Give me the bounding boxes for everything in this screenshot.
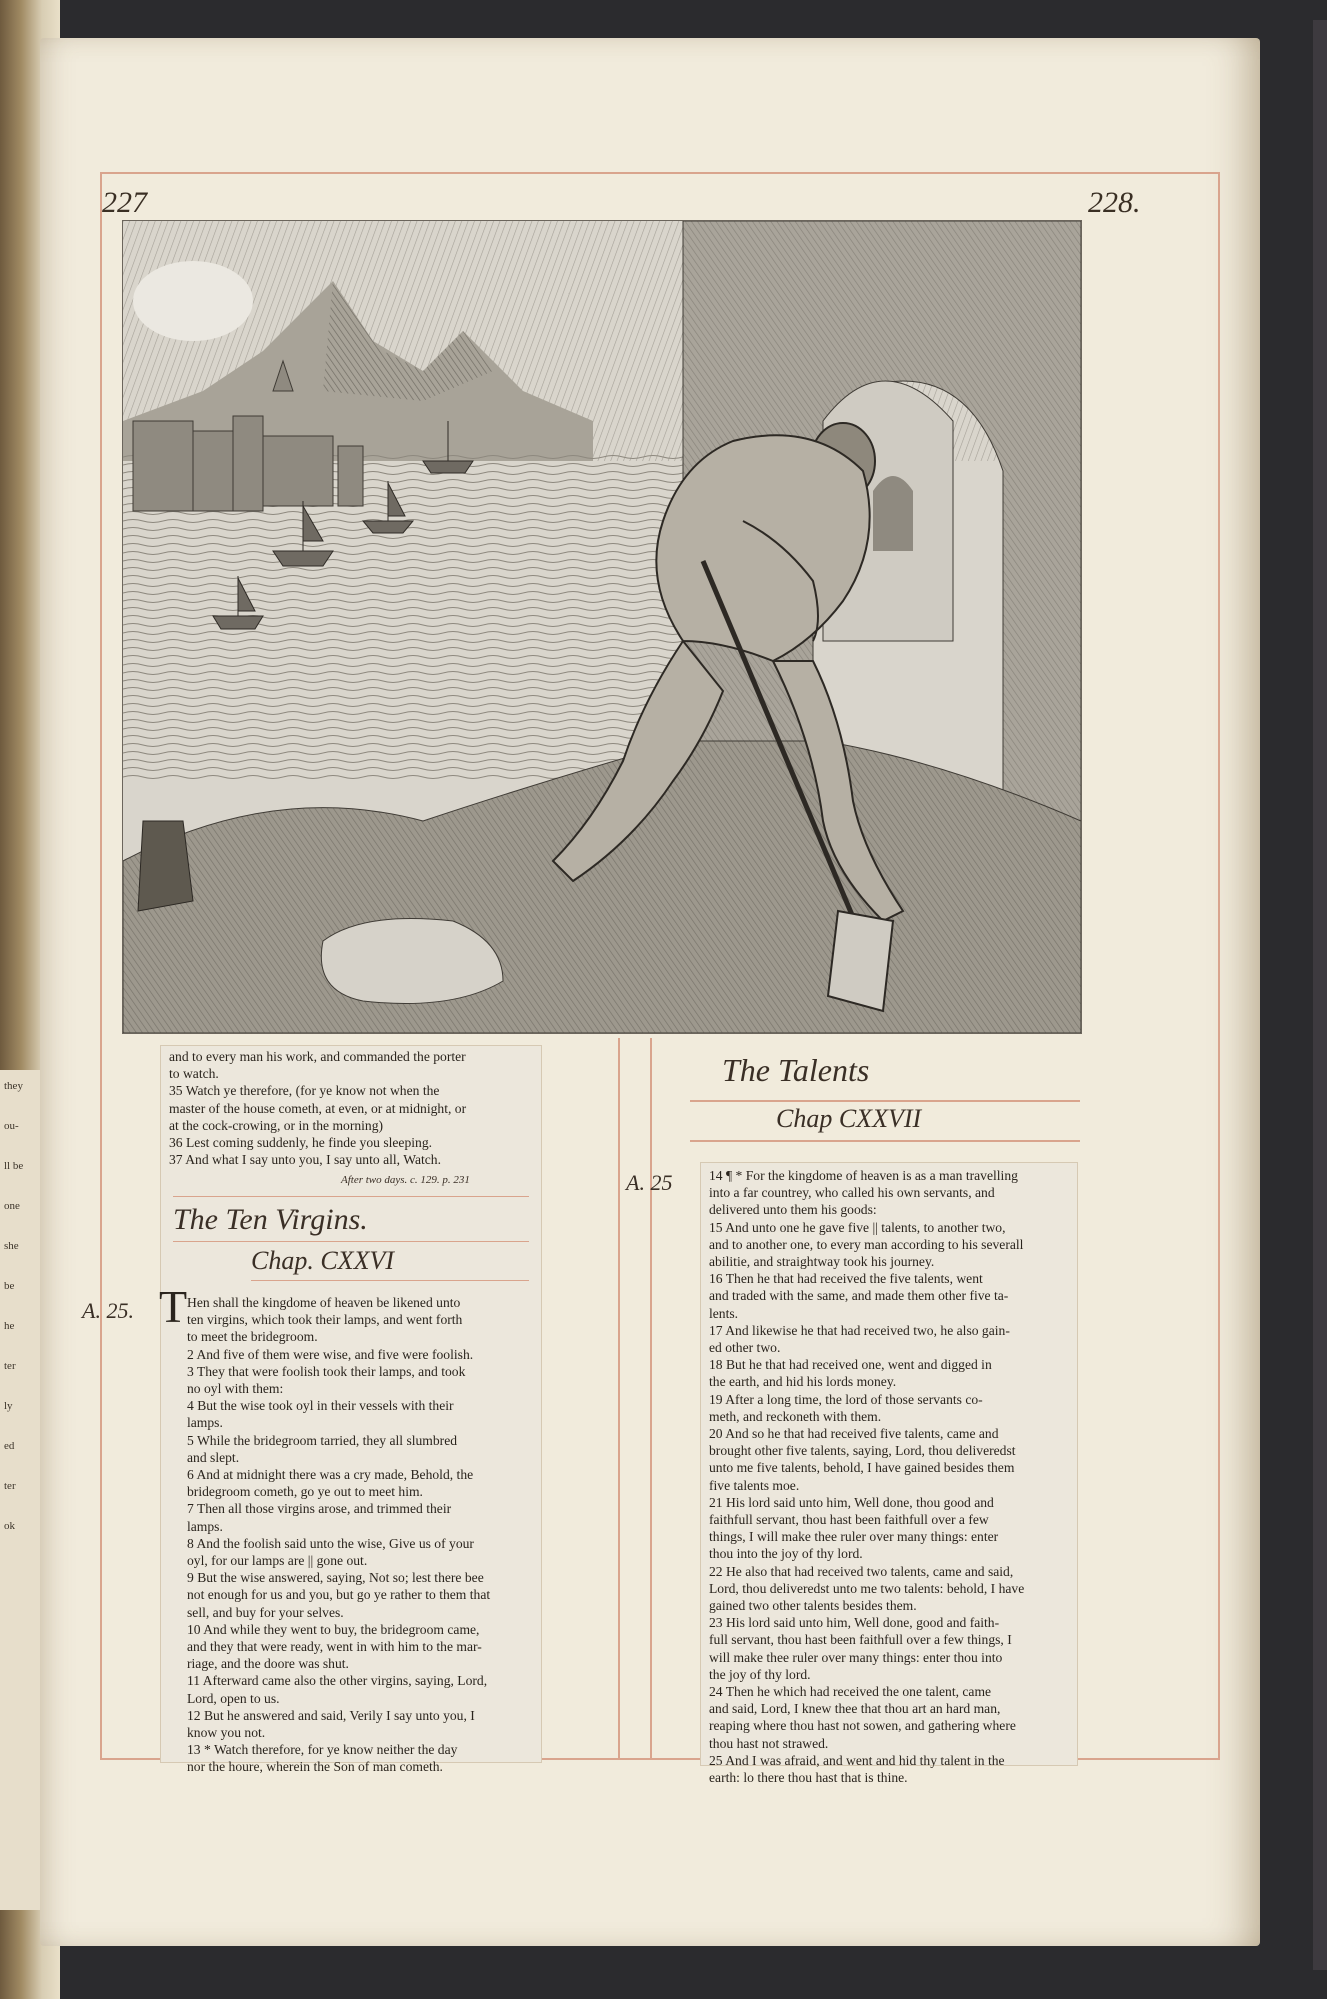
left-page-fragment: ok: [4, 1520, 15, 1532]
verse-line: 11 Afterward came also the other virgins, saying, Lord,: [187, 1673, 488, 1689]
verse-line: and traded with the same, and made them other five ta-: [709, 1288, 1009, 1304]
left-text-column: [159, 1045, 542, 1775]
verse-line: and said, Lord, I knew thee that thou art an hard man,: [709, 1701, 1001, 1717]
left-page-fragment: ed: [4, 1440, 15, 1452]
verse-line: five talents moe.: [709, 1477, 800, 1493]
verse-line: 13 * Watch therefore, for ye know neither the day: [187, 1742, 458, 1758]
margin-reference-right: A. 25: [626, 1170, 673, 1195]
text-line: 35 Watch ye therefore, (for ye know not when the: [169, 1083, 440, 1099]
page-number-right: 228.: [1088, 186, 1141, 219]
verse-line: the earth, and hid his lords money.: [709, 1374, 897, 1390]
left-page-fragment: ou-: [4, 1120, 19, 1132]
verse-line: 19 After a long time, the lord of those servants co-: [709, 1391, 983, 1407]
verse-line: 18 But he that had received one, went and digged in: [709, 1357, 992, 1373]
chapter-cxxvi: Chap. CXXVI: [251, 1246, 529, 1281]
verse-line: lents.: [709, 1305, 739, 1321]
book-cover-right: [1313, 20, 1327, 1970]
text-line: 37 And what I say unto you, I say unto all, Watch.: [169, 1152, 442, 1168]
verse-line: brought other five talents, saying, Lord, thou deliveredst: [709, 1443, 1016, 1459]
verse-line: faithfull servant, thou hast been faithfull over a few: [709, 1512, 989, 1527]
verse-line: the joy of thy lord.: [709, 1666, 811, 1682]
heading-talents: The Talents: [722, 1052, 870, 1088]
verse-line: and to another one, to every man according to his severall: [709, 1236, 1024, 1252]
page-number-left: 227: [102, 186, 147, 219]
left-page-fragment: ly: [4, 1400, 13, 1412]
verse-line: 2 And five of them were wise, and five were foolish.: [187, 1346, 474, 1362]
verse-line: will make thee ruler over many things: enter thou into: [709, 1649, 1003, 1665]
frame-rule-center-2: [650, 1038, 652, 1760]
verse-line: earth: lo there thou hast that is thine.: [709, 1770, 908, 1785]
verse-line: and slept.: [187, 1449, 240, 1465]
verse-line: 24 Then he which had received the one talent, came: [709, 1684, 992, 1699]
verse-line: 4 But the wise took oyl in their vessels with their: [187, 1398, 454, 1414]
verse-line: not enough for us and you, but go ye rather to them that: [187, 1587, 491, 1603]
frame-rule-left: [100, 172, 102, 1760]
verse-line: and they that were ready, went in with him to the mar-: [187, 1639, 482, 1654]
verse-line: meth, and reckoneth with them.: [709, 1408, 882, 1424]
verse-line: reaping where thou hast not sowen, and gathering where: [709, 1718, 1016, 1734]
verse-line: to meet the bridegroom.: [187, 1329, 318, 1345]
text-line: master of the house cometh, at even, or at midnight, or: [169, 1100, 467, 1116]
verse-line: ten virgins, which took their lamps, and went forth: [187, 1312, 463, 1328]
verse-line: 23 His lord said unto him, Well done, good and faith-: [709, 1615, 1000, 1631]
verse-line: delivered unto them his goods:: [709, 1202, 877, 1218]
verse-line: riage, and the doore was shut.: [187, 1656, 349, 1672]
verse-line: 17 And likewise he that had received two, he also gain-: [709, 1322, 1010, 1338]
verse-line: 10 And while they went to buy, the bridegroom came,: [187, 1621, 480, 1637]
verse-line: Hen shall the kingdome of heaven be likened unto: [187, 1295, 461, 1310]
left-page-fragment: she: [4, 1240, 19, 1252]
engraving-svg: [123, 221, 1081, 1033]
right-text-column: [700, 1162, 1078, 1785]
chapter-cxxvii: Chap CXXVII: [776, 1104, 922, 1133]
engraving-illustration: [122, 220, 1082, 1034]
frame-rule-top: [100, 172, 1220, 174]
verse-line: lamps.: [187, 1415, 223, 1431]
left-page-fragment: ll be: [4, 1160, 24, 1172]
verse-line: full servant, thou hast been faithfull over a few things, I: [709, 1632, 1012, 1648]
heading-ten-virgins: The Ten Virgins.: [173, 1196, 529, 1242]
verse-line: 9 But the wise answered, saying, Not so; lest there bee: [187, 1570, 484, 1586]
left-page-fragment: they: [4, 1080, 23, 1092]
verse-line: 16 Then he that had received the five talents, went: [709, 1271, 983, 1287]
verse-line: 21 His lord said unto him, Well done, thou good and: [709, 1494, 994, 1510]
verse-line: ed other two.: [709, 1340, 781, 1355]
verse-line: sell, and buy for your selves.: [187, 1604, 344, 1620]
verse-line: 3 They that were foolish took their lamps, and took: [187, 1363, 466, 1379]
verse-line: gained two other talents besides them.: [709, 1598, 917, 1613]
left-page-fragment: one: [4, 1200, 20, 1212]
verse-line: know you not.: [187, 1725, 266, 1740]
drop-cap: T: [159, 1281, 188, 1332]
left-page-fragment: be: [4, 1280, 15, 1292]
verse-line: bridegroom cometh, go ye out to meet him.: [187, 1484, 423, 1500]
frame-rule-center: [618, 1038, 620, 1760]
verse-line: lamps.: [187, 1518, 223, 1534]
left-page-fragment: he: [4, 1320, 15, 1332]
left-page-fragment: ter: [4, 1480, 16, 1492]
verse-line: oyl, for our lamps are || gone out.: [187, 1553, 368, 1568]
verse-line: Lord, open to us.: [187, 1690, 280, 1706]
chapter-rule: [690, 1140, 1080, 1142]
verse-line: 5 While the bridegroom tarried, they all slumbred: [187, 1432, 458, 1448]
text-line: 36 Lest coming suddenly, he finde you sleeping.: [169, 1135, 433, 1150]
verse-line: 8 And the foolish said unto the wise, Give us of your: [187, 1535, 474, 1551]
margin-reference-left: A. 25.: [82, 1298, 134, 1323]
verse-line: unto me five talents, behold, I have gained besides them: [709, 1460, 1015, 1476]
verse-line: abilitie, and straightway took his journey.: [709, 1254, 935, 1269]
left-page-fragment: ter: [4, 1360, 16, 1372]
verse-line: nor the houre, wherein the Son of man cometh.: [187, 1759, 443, 1775]
text-line: and to every man his work, and commanded the porter: [169, 1049, 466, 1064]
verse-line: 22 He also that had received two talents, came and said,: [709, 1563, 1014, 1579]
text-line: to watch.: [169, 1066, 219, 1082]
handwritten-note: After two days. c. 129. p. 231: [341, 1174, 470, 1186]
verse-line: 14 ¶ * For the kingdome of heaven is as a man travelling: [709, 1168, 1018, 1183]
verse-line: things, I will make thee ruler over many things: enter: [709, 1529, 999, 1545]
verse-line: thou hast not strawed.: [709, 1735, 829, 1751]
text-line: at the cock-crowing, or in the morning): [169, 1117, 384, 1133]
frame-rule-right: [1218, 172, 1220, 1760]
verse-line: 7 Then all those virgins arose, and trimmed their: [187, 1501, 452, 1517]
verse-line: 15 And unto one he gave five || talents, to another two,: [709, 1219, 1006, 1235]
verse-line: into a far countrey, who called his own servants, and: [709, 1185, 995, 1201]
verse-line: 20 And so he that had received five talents, came and: [709, 1426, 999, 1441]
verse-line: no oyl with them:: [187, 1381, 284, 1396]
verse-line: Lord, thou deliveredst unto me two talents: behold, I have: [709, 1580, 1025, 1596]
heading-rule: [690, 1100, 1080, 1102]
verse-line: 12 But he answered and said, Verily I say unto you, I: [187, 1707, 475, 1723]
verse-line: 25 And I was afraid, and went and hid thy talent in the: [709, 1752, 1005, 1768]
verse-line: thou into the joy of thy lord.: [709, 1546, 863, 1562]
verse-line: 6 And at midnight there was a cry made, Behold, the: [187, 1467, 474, 1482]
